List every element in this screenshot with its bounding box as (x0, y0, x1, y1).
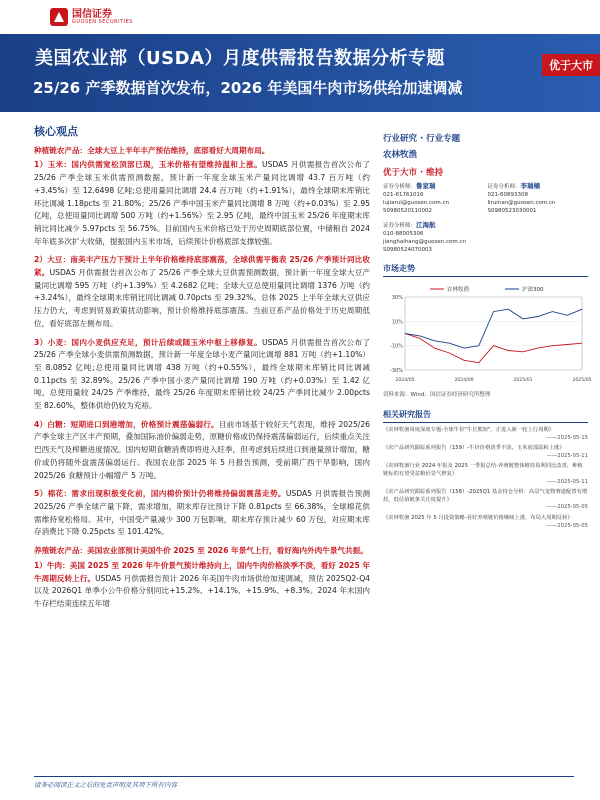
sidebar (383, 134, 592, 533)
analyst-email[interactable]: lujiarui@guosen.com.cn (383, 200, 450, 206)
report-title: 《农林牧渔周度深度专题-全球牛价"牛长熊短"，正进入新一轮上行周期》 (383, 427, 554, 433)
industry-label: 行业研究 · 行业专题 (383, 134, 461, 144)
beef-heading: 1）牛肉：美国 2025 至 2026 年牛价景气预计维持向上，国内牛肉价格淡季不淡，看好 2025 年牛周期反转上行。 (34, 560, 370, 583)
market-chart-svg (383, 281, 592, 386)
report-subtitle: 25/26 产季数据首次发布，2026 年美国牛肉市场供给加速调减 (33, 79, 463, 97)
sector-label: 农林牧渔 (383, 150, 418, 160)
report-item[interactable] (383, 463, 588, 486)
y-tick-label: 30% (391, 295, 403, 301)
corn-body: USDA5 月供需报告首次公布了 25/26 产季全球玉米供需预测数据，预计新一年度全球玉米产量同比调增 43.7 百万吨（约+3.45%）至 12.6498 亿吨;总使用量同比调增 24.4 百万吨（约+1.91%），最终全球期末库销比环比调减 1.18pcts 至 21.80%；25/26 产季中国玉米产量同比调增 8 万吨（约+0.03%）至 2.95 亿吨，总使用量同比调增 500 万吨（约+1.56%）至 2.95 亿吨，最终中国玉米 25/26 年度期末库销比同比减少 5.97pcts 至 56.75%。目前国内玉米价格已处于历史周期底部位置，中储粮自 2024 年年底多次扩大收储，提振国内玉米市场，后续预计价格底部支撑较强。 (34, 160, 371, 246)
analyst-role: 证券分析师： (487, 184, 521, 190)
related-heading: 相关研究报告 (383, 410, 588, 423)
intro-heading: 种植链农产品：全球大豆上半年丰产预估维持，底部看好大周期布局。 (34, 145, 270, 155)
analyst-role: 证券分析师： (383, 223, 417, 229)
rating-tag: 优于大市 (542, 54, 600, 76)
main-column (34, 126, 370, 617)
analyst-name: 鲁家瑞 (416, 182, 436, 190)
analyst-cert: S0980520110002 (383, 208, 432, 214)
report-date: ——2025-05-11 (546, 452, 588, 459)
series-line (405, 309, 582, 348)
report-item[interactable] (383, 515, 588, 530)
report-date: ——2025-05-11 (546, 478, 588, 485)
analyst-email[interactable]: jianghaihang@guosen.com.cn (383, 239, 466, 245)
analyst-cert: S0980524070003 (383, 247, 432, 253)
top-bar (0, 0, 600, 34)
wheat-paragraph (34, 337, 370, 413)
report-title: 《农林牧渔 2025 年 5 月投资策略-看好养殖链价格继续上涨，布局大周期反转》 (383, 514, 573, 521)
analyst-email[interactable]: liruinan@guosen.com.cn (487, 200, 556, 206)
cotton-heading: 5）棉花：需求出现积极变化前，国内棉价预计仍将维持偏弱震荡走势。 (34, 489, 286, 499)
legend-label: 沪深300 (522, 287, 544, 293)
company-logo (50, 8, 133, 26)
beef-paragraph (34, 560, 370, 611)
sugar-paragraph (34, 419, 370, 483)
analyst-role: 证券分析师： (383, 184, 417, 190)
x-tick-label: 2025/05 (572, 378, 592, 383)
plot-frame (405, 297, 582, 370)
report-title: 《农产品研究跟踪系列报告（158）-2025Q1 基金持仓分析：高景气宠物赛道配置有增持，低估值链条关注度提升》 (383, 489, 588, 503)
chart-heading: 市场走势 (383, 264, 588, 277)
logo-icon (50, 8, 68, 26)
report-date: ——2025-05-15 (546, 434, 588, 441)
analyst-card (383, 182, 484, 215)
wheat-heading: 3）小麦：国内小麦供应充足，预计后续或随玉米中枢上移修复。 (34, 337, 263, 347)
logo-cn: 国信证券 (72, 8, 112, 20)
analyst-cert: S0980523030001 (487, 208, 537, 214)
wheat-body: USDA5 月供需报告首次公布了 25/26 产季全球小麦供需预测数据，预计新一年度全球小麦产量同比调增 881 万吨（约+1.10%）至 8.0852 亿吨;总使用量同比调增 438 万吨（约+0.55%），最终全球期末库销比同比调减 0.11pcts 至 32.89%。25/26 产季中国小麦产量同比调增 190 万吨（约+0.03%）至 1.42 亿吨，总使用量较 24/25 产季维持，最终 25/26 年度期末库销比较 24/25 产季同比减少 2.00pcts 至 82.60%，整体供给仍较为充裕。 (34, 337, 371, 411)
corn-heading: 1）玉米：国内供需宽松顶部已现，玉米价格有望维持温和上涨。 (34, 160, 263, 170)
report-date: ——2025-05-05 (546, 504, 588, 511)
y-tick-label: -10% (390, 343, 403, 350)
beef-body: USDA5 月供需报告预计 2026 年美国牛肉市场供给加速调减，预估 2025Q2-Q4 以及 2026Q1 单季小公牛价格分别同比+15.2%、+14.1%、+15.9%、+8.3%。2024 年末国内牛存栏结束连续五年增 (34, 573, 371, 608)
analyst-phone: 010-88005306 (383, 231, 424, 237)
soybean-paragraph (34, 254, 370, 330)
y-tick-label: 10% (391, 319, 403, 326)
analyst-phone: 021-60893308 (487, 192, 528, 198)
legend-label: 农林牧渔 (447, 287, 470, 293)
sugar-body: 目前市场基于较好天气表现，维持 2025/26 产季全球主产区丰产预期，叠加国际油价偏弱走势，原糖价格或仍保持震荡偏弱运行，后续重点关注巴西天气及榨糖进度情况。国内短期食糖消费即将进入旺季，但考虑到后续进口到港量预计增加，糖价或仍将随外盘震荡偏弱运行。我国农业部 2025 年 5 月报告预测，受前期广西干旱影响，国内 2025/26 食糖预计小幅增产 5 万吨。 (34, 419, 370, 480)
report-title: 《农产品研究跟踪系列报告（159）-牛价价格淡季不淡，玉米底部温和上涨》 (383, 445, 565, 452)
report-item[interactable] (383, 427, 588, 442)
corn-paragraph (34, 159, 370, 248)
report-title: 《农林牧渔行业 2024 年报及 2025 一季报总结-养殖链整体维持盈利同比改善，种植链标的有望受益粮价景气修复》 (383, 463, 583, 477)
market-chart (383, 281, 592, 386)
logo-en: GUOSEN SECURITIES (72, 18, 133, 25)
livestock-heading: 养殖链农产品：美国农业部预计美国牛价 2025 至 2026 年景气上行，看好海内外肉牛景气共振。 (34, 546, 368, 556)
report-date: ——2025-05-05 (546, 522, 588, 529)
cotton-paragraph (34, 488, 370, 539)
rating-line: 优于大市 · 维持 (383, 168, 444, 178)
soybean-body: USDA5 月供需报告首次公布了 25/26 产季全球大豆供需预测数据，预计新一年度全球大豆产量同比调增 595 万吨（约+1.39%）至 4.2682 亿吨；全球大豆总使用量同比调增 1376 万吨（约+3.24%），最终全球期末库销比同比调减 0.70pcts 至 29.32%。总体 2025 上半年全球大豆供应压力仍大，考虑到贸易政策扰动影响，预计价格维持底部震荡。当前豆系产品价格处于历史周期低位，看好底部左侧布局。 (34, 268, 370, 328)
section-title: 核心观点 (34, 125, 78, 138)
analyst-name: 江海航 (416, 221, 436, 229)
report-item[interactable] (383, 445, 588, 460)
y-tick-label: -30% (390, 368, 403, 374)
sugar-heading: 4）白糖：短期进口到港增加，价格预计震荡偏弱行。 (34, 419, 219, 429)
x-tick-label: 2024/09 (454, 378, 474, 383)
report-item[interactable] (383, 489, 588, 512)
related-reports (383, 427, 588, 530)
report-title: 美国农业部（USDA）月度供需报告数据分析专题 (35, 48, 445, 69)
chart-source: 资料来源：Wind、国信证券经济研究所整理 (383, 392, 491, 398)
title-banner (0, 34, 600, 112)
x-tick-label: 2024/05 (395, 378, 415, 383)
disclaimer-footer: 请务必阅读正文之后的免责声明及其项下所有内容 (34, 776, 574, 789)
cotton-body: USDA5 月供需报告预测 2025/26 产季全球产量下降，需求增加，期末库存比预计下降 0.81pcts 至 66.38%，全球棉花供需维持宽松格局。其中，中国受产量减少 300 万包影响，期末库存预计减少 60 万包，对应期末库存消费比下降 0.25pcts 至 101.42%。 (34, 489, 371, 537)
series-line (405, 334, 582, 363)
analyst-card (488, 182, 589, 215)
analyst-name: 李瑞楠 (520, 182, 541, 190)
soybean-heading: 2）大豆：南美丰产压力下预计上半年价格维持底部震荡，全球供需平衡表 25/26 产季预计同比收紧。 (34, 255, 370, 278)
x-tick-label: 2025/01 (513, 378, 533, 383)
analyst-phone: 021-61761016 (383, 192, 424, 198)
analyst-list (383, 182, 588, 254)
analyst-card (383, 221, 484, 254)
